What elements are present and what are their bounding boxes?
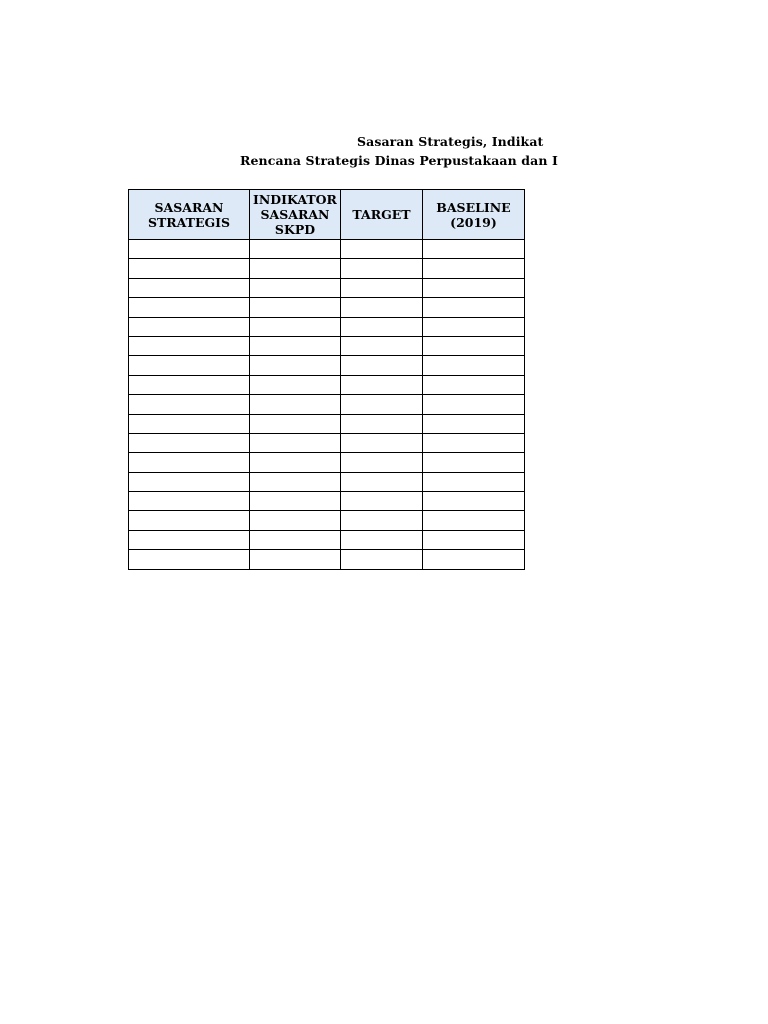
table-cell xyxy=(129,472,250,491)
table-cell xyxy=(341,278,423,297)
table-cell xyxy=(129,298,250,317)
table-cell xyxy=(341,298,423,317)
table-cell xyxy=(341,240,423,259)
table-cell xyxy=(423,356,525,375)
document-subtitle: Rencana Strategis Dinas Perpustakaan dan I xyxy=(240,153,558,168)
table-cell xyxy=(423,530,525,549)
table-cell xyxy=(250,395,341,414)
table-cell xyxy=(129,375,250,394)
table-cell xyxy=(423,433,525,452)
table-row xyxy=(129,240,525,259)
table-cell xyxy=(129,453,250,472)
table-cell xyxy=(129,336,250,355)
table-body xyxy=(129,240,525,570)
table-cell xyxy=(423,259,525,278)
table-cell xyxy=(129,433,250,452)
table-row xyxy=(129,453,525,472)
table-cell xyxy=(341,511,423,530)
table-header-row xyxy=(129,190,525,240)
table-cell xyxy=(423,453,525,472)
table-cell xyxy=(250,259,341,278)
table-row xyxy=(129,433,525,452)
document-title: Sasaran Strategis, Indikat xyxy=(357,134,544,149)
header-sasaran-strategis: SASARAN STRATEGIS xyxy=(129,190,250,240)
table-row xyxy=(129,492,525,511)
table-row xyxy=(129,395,525,414)
table-cell xyxy=(341,550,423,569)
table-cell xyxy=(341,492,423,511)
table-cell xyxy=(129,356,250,375)
table-cell xyxy=(341,259,423,278)
table-cell xyxy=(250,240,341,259)
table-cell xyxy=(341,530,423,549)
table-cell xyxy=(250,317,341,336)
table-cell xyxy=(341,472,423,491)
table-cell xyxy=(423,395,525,414)
table-cell xyxy=(341,414,423,433)
table-cell xyxy=(129,414,250,433)
header-target: TARGET xyxy=(341,190,423,240)
table-cell xyxy=(250,511,341,530)
table-cell xyxy=(341,433,423,452)
table-cell xyxy=(250,298,341,317)
table-cell xyxy=(250,433,341,452)
table-cell xyxy=(250,414,341,433)
table-cell xyxy=(129,317,250,336)
table-cell xyxy=(423,317,525,336)
table-cell xyxy=(423,492,525,511)
table-cell xyxy=(129,550,250,569)
header-indikator-sasaran-skpd: INDIKATOR SASARAN SKPD xyxy=(250,190,341,240)
table-cell xyxy=(423,375,525,394)
table-row xyxy=(129,317,525,336)
table-row xyxy=(129,472,525,491)
table-row xyxy=(129,356,525,375)
table-cell xyxy=(341,317,423,336)
table-cell xyxy=(250,530,341,549)
table-cell xyxy=(250,453,341,472)
table-cell xyxy=(341,336,423,355)
table-cell xyxy=(250,550,341,569)
table-row xyxy=(129,550,525,569)
table-cell xyxy=(423,550,525,569)
table-cell xyxy=(129,240,250,259)
table-cell xyxy=(129,492,250,511)
table-row xyxy=(129,298,525,317)
table-cell xyxy=(423,278,525,297)
table-cell xyxy=(423,414,525,433)
table-cell xyxy=(250,492,341,511)
table-cell xyxy=(341,356,423,375)
table-cell xyxy=(250,356,341,375)
table-cell xyxy=(423,298,525,317)
table-cell xyxy=(129,278,250,297)
table-cell xyxy=(129,259,250,278)
table-row xyxy=(129,511,525,530)
table-cell xyxy=(250,472,341,491)
table-row xyxy=(129,530,525,549)
table-cell xyxy=(423,336,525,355)
table-cell xyxy=(250,375,341,394)
table-cell xyxy=(341,453,423,472)
table-row xyxy=(129,259,525,278)
table-row xyxy=(129,414,525,433)
strategy-table xyxy=(128,189,525,570)
table-cell xyxy=(250,278,341,297)
table-cell xyxy=(250,336,341,355)
table-cell xyxy=(341,395,423,414)
table-cell xyxy=(423,472,525,491)
table-row xyxy=(129,336,525,355)
header-baseline: BASELINE (2019) xyxy=(423,190,525,240)
table-row xyxy=(129,278,525,297)
table-cell xyxy=(129,511,250,530)
table-cell xyxy=(129,395,250,414)
table-cell xyxy=(341,375,423,394)
table-cell xyxy=(423,240,525,259)
table-row xyxy=(129,375,525,394)
table-cell xyxy=(129,530,250,549)
table-cell xyxy=(423,511,525,530)
